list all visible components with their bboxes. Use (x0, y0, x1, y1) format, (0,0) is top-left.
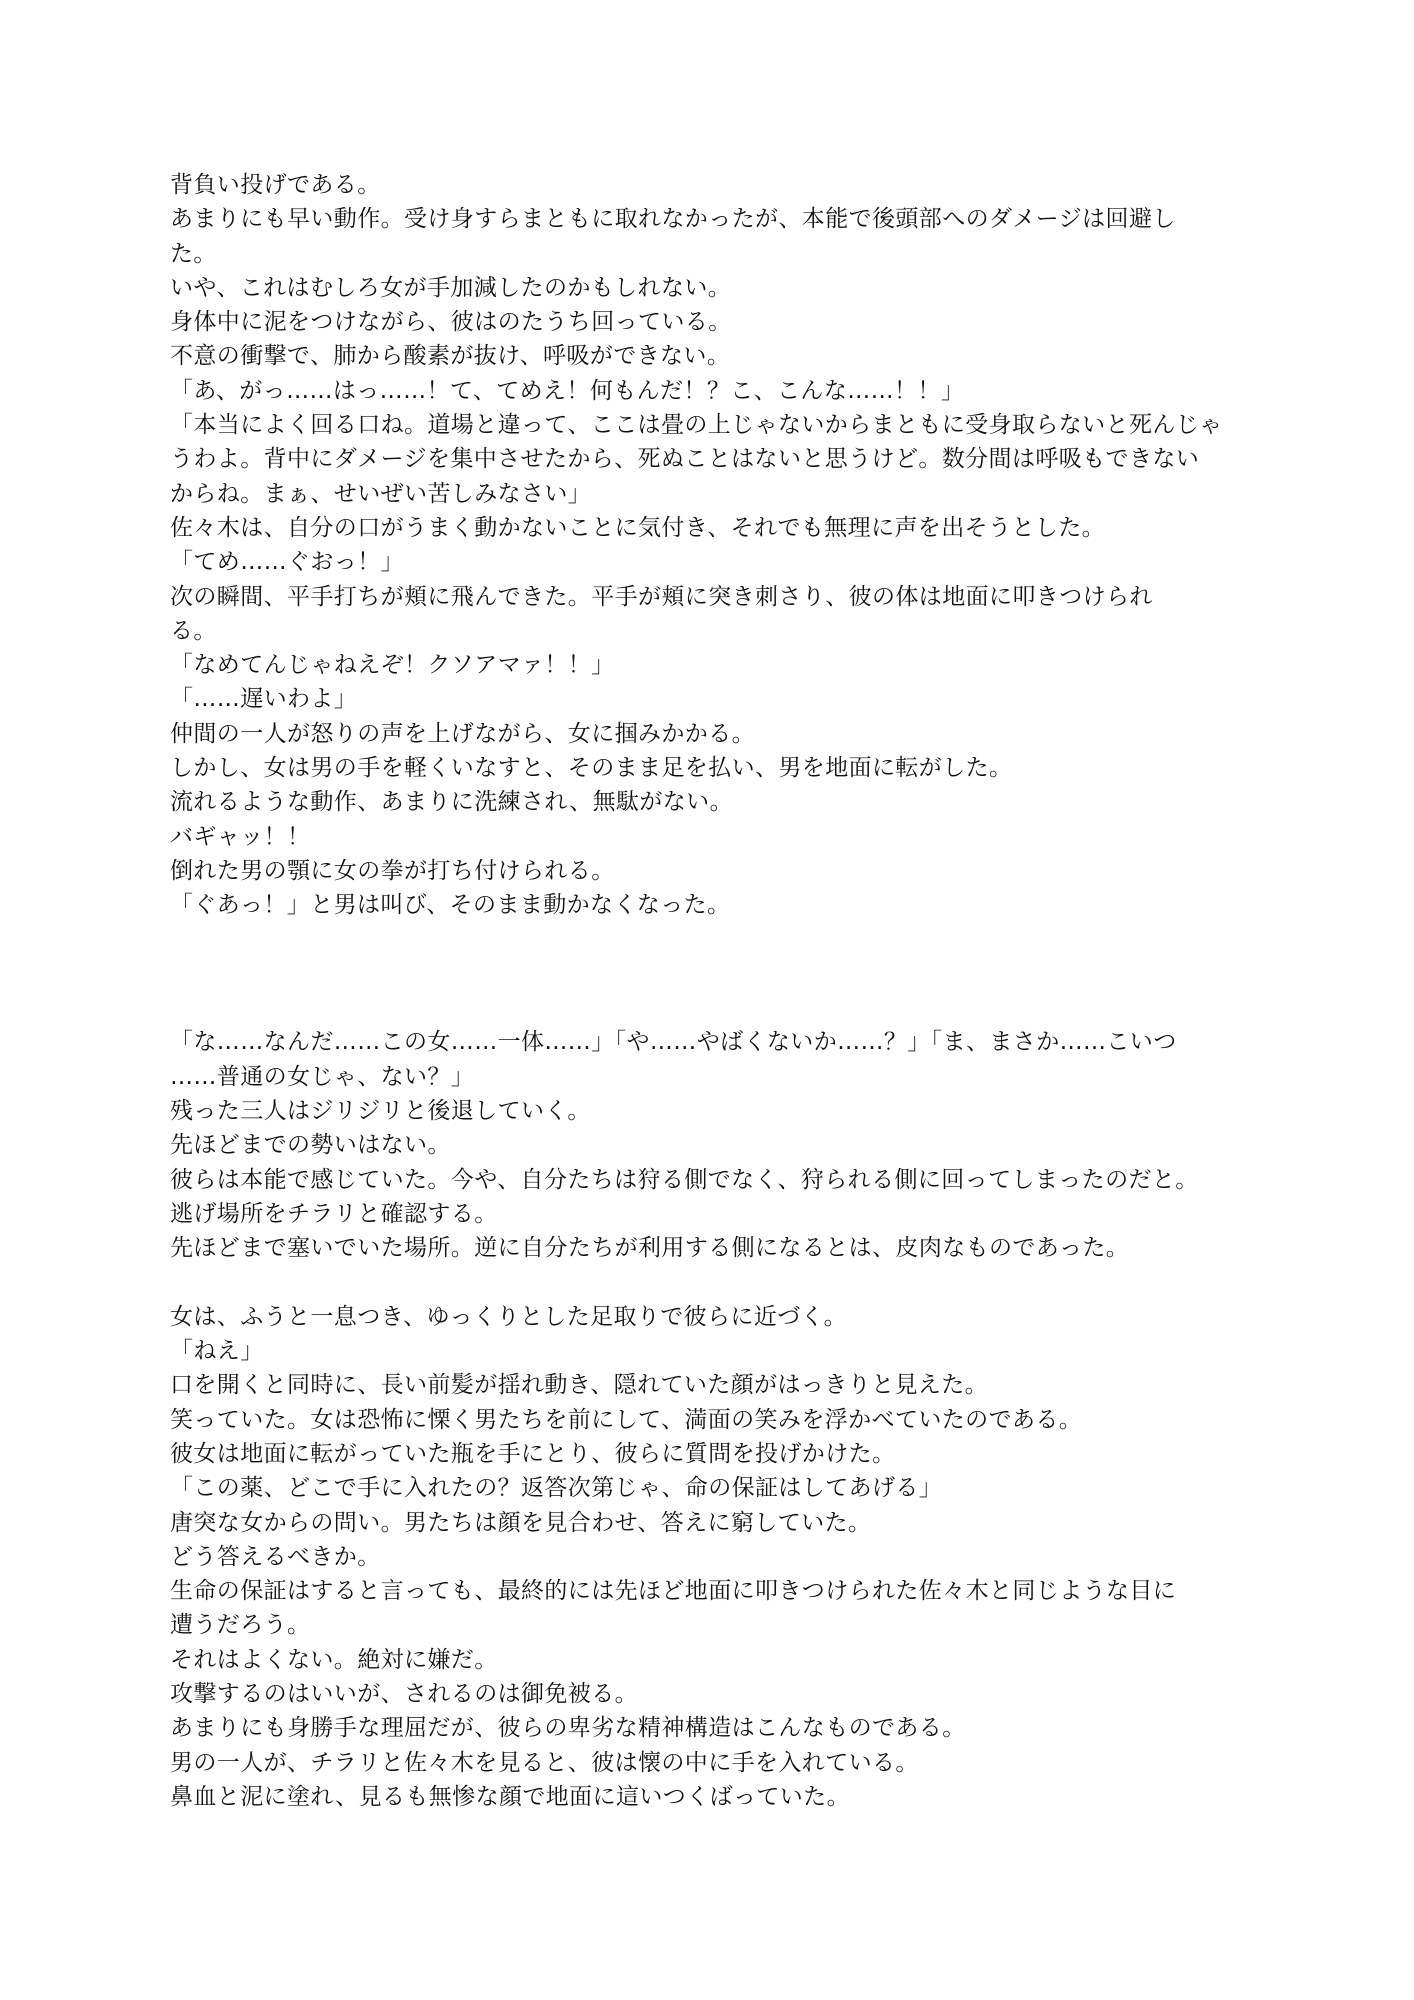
text-line: それはよくない。絶対に嫌だ。 (170, 1646, 498, 1673)
text-line: 流れるような動作、あまりに洗練され、無駄がない。 (170, 789, 733, 816)
text-line: 攻撃するのはいいが、されるのは御免被る。 (170, 1681, 638, 1708)
text-line: 「ねえ」 (170, 1338, 264, 1365)
text-line: 「本当によく回る口ね。道場と違って、ここは畳の上じゃないからまともに受身取らないと死んじゃ (170, 412, 1223, 439)
text-line: 生命の保証はすると言っても、最終的には先ほど地面に叩きつけられた佐々木と同じような目に (170, 1578, 1177, 1605)
text-line: 逃げ場所をチラリと確認する。 (170, 1200, 498, 1227)
text-line: 背負い投げである。 (170, 172, 381, 198)
text-line: しかし、女は男の手を軽くいなすと、そのまま足を払い、男を地面に転がした。 (170, 755, 1013, 782)
text-line: バギャッ！！ (170, 823, 311, 850)
text-line: 彼女は地面に転がっていた瓶を手にとり、彼らに質問を投げかけた。 (170, 1440, 896, 1467)
text-line: 遭うだろう。 (170, 1612, 311, 1639)
text-line: 佐々木は、自分の口がうまく動かないことに気付き、それでも無理に声を出そうとした。 (170, 514, 1106, 541)
text-line: 残った三人はジリジリと後退していく。 (170, 1098, 591, 1125)
blank-line (170, 1266, 1250, 1300)
text-line: 先ほどまでの勢いはない。 (170, 1132, 451, 1159)
text-line: 口を開くと同時に、長い前髪が揺れ動き、隠れていた顔がはっきりと見えた。 (170, 1372, 989, 1399)
text-line: 「……遅いわよ」 (170, 686, 358, 713)
text-line: 身体中に泥をつけながら、彼はのたうち回っている。 (170, 309, 732, 336)
text-line: 「あ、がっ……はっ……！て、てめえ！何もんだ！？こ、こんな……！！」 (170, 377, 965, 404)
text-line: 鼻血と泥に塗れ、見るも無惨な顔で地面に這いつくばっていた。 (170, 1783, 850, 1810)
text-line: る。 (170, 617, 217, 644)
blank-line (170, 957, 1250, 991)
text-line: 女は、ふうと一息つき、ゆっくりとした足取りで彼らに近づく。 (170, 1303, 847, 1330)
text-line: いや、これはむしろ女が手加減したのかもしれない。 (170, 274, 732, 301)
text-line: 「なめてんじゃねえぞ！クソアマァ！！」 (170, 652, 615, 679)
text-line: 彼らは本能で感じていた。今や、自分たちは狩る側でなく、狩られる側に回ってしまったのだと。 (170, 1166, 1199, 1193)
body-text (170, 168, 1250, 1814)
text-line: 男の一人が、チラリと佐々木を見ると、彼は懐の中に手を入れている。 (170, 1749, 919, 1776)
text-line: 「てめ……ぐおっ！」 (170, 549, 404, 576)
text-line: た。 (170, 240, 217, 267)
text-line: 仲間の一人が怒りの声を上げながら、女に掴みかかる。 (170, 720, 755, 747)
text-line: 「な……なんだ……この女……一体……」「や……やばくないか……？」「ま、まさか……こいつ (170, 1029, 1177, 1056)
text-line: 倒れた男の顎に女の拳が打ち付けられる。 (170, 857, 615, 884)
text-line: あまりにも早い動作。受け身すらまともに取れなかったが、本能で後頭部へのダメージは回避し (170, 206, 1176, 233)
text-line: 唐突な女からの問い。男たちは顔を見合わせ、答えに窮していた。 (170, 1509, 872, 1536)
text-line: 笑っていた。女は恐怖に慄く男たちを前にして、満面の笑みを浮かべていたのである。 (170, 1406, 1083, 1433)
text-line: どう答えるべきか。 (170, 1543, 381, 1570)
blank-line (170, 991, 1250, 1025)
blank-line (170, 923, 1250, 957)
text-line: 「ぐあっ！」と男は叫び、そのまま動かなくなった。 (170, 892, 731, 919)
text-line: 次の瞬間、平手打ちが頬に飛んできた。平手が頬に突き刺さり、彼の体は地面に叩きつけられ (170, 583, 1153, 610)
text-line: 「この薬、どこで手に入れたの？返答次第じゃ、命の保証はしてあげる」 (170, 1475, 943, 1502)
text-line: ……普通の女じゃ、ない？」 (170, 1063, 475, 1090)
text-line: 先ほどまで塞いでいた場所。逆に自分たちが利用する側になるとは、皮肉なものであった。 (170, 1235, 1130, 1262)
text-line: 不意の衝撃で、肺から酸素が抜け、呼吸ができない。 (170, 343, 731, 370)
text-line: うわよ。背中にダメージを集中させたから、死ぬことはないと思うけど。数分間は呼吸もできない (170, 446, 1200, 473)
text-line: からね。まぁ、せいぜい苦しみなさい」 (170, 480, 592, 507)
text-line: あまりにも身勝手な理屈だが、彼らの卑劣な精神構造はこんなものである。 (170, 1715, 966, 1742)
